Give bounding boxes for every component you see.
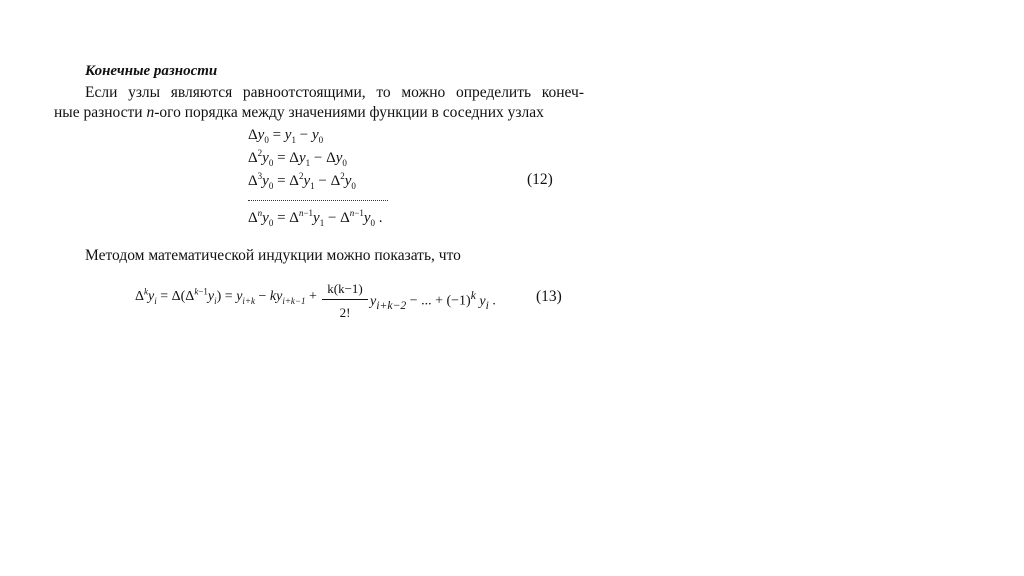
formula-13-right: $y_{i+k-2}$ − ... + $(-1)^k$ $y_i$ . — [370, 289, 496, 312]
equation-third-difference: $\Delta^3y_0 = \Delta^2y_1 - \Delta^2y_0$ — [248, 171, 356, 191]
section-heading: Конечные разности — [85, 63, 218, 79]
equation-nth-difference: $\Delta^ny_0 = \Delta^{n-1}y_1 - \Delta^{n-1}y_0$ . — [248, 208, 383, 228]
paragraph-line-2 — [54, 104, 544, 122]
paragraph-line-1: Если узлы являются равноотстоящими, то можно определить конеч- — [85, 84, 584, 101]
paragraph-line-2-before: ные разности — [54, 104, 147, 121]
equation-number-12: (12) — [527, 171, 553, 188]
equation-number-13: (13) — [536, 288, 562, 305]
formula-13-left: $\Delta^ky_i = \Delta(\Delta^{k-1}y_i) = y_{i+k} - ky_{i+k-1}$ + — [135, 286, 317, 306]
equation-first-difference: $\Delta y_0 = y_1 - y_0$ — [248, 127, 324, 145]
equation-second-difference: $\Delta^2y_0 = \Delta y_1 - \Delta y_0$ — [248, 148, 347, 168]
induction-sentence: Методом математической индукции можно показать, что — [85, 247, 461, 264]
fraction-numerator: k(k−1) — [322, 281, 368, 300]
formula-13-fraction — [322, 281, 368, 321]
order-variable: n — [146, 104, 155, 121]
fraction-denominator: 2! — [339, 305, 351, 320]
paragraph-line-2-after: -ого порядка между значениями функции в соседних узлах — [154, 104, 544, 121]
ellipsis-row — [248, 200, 388, 201]
